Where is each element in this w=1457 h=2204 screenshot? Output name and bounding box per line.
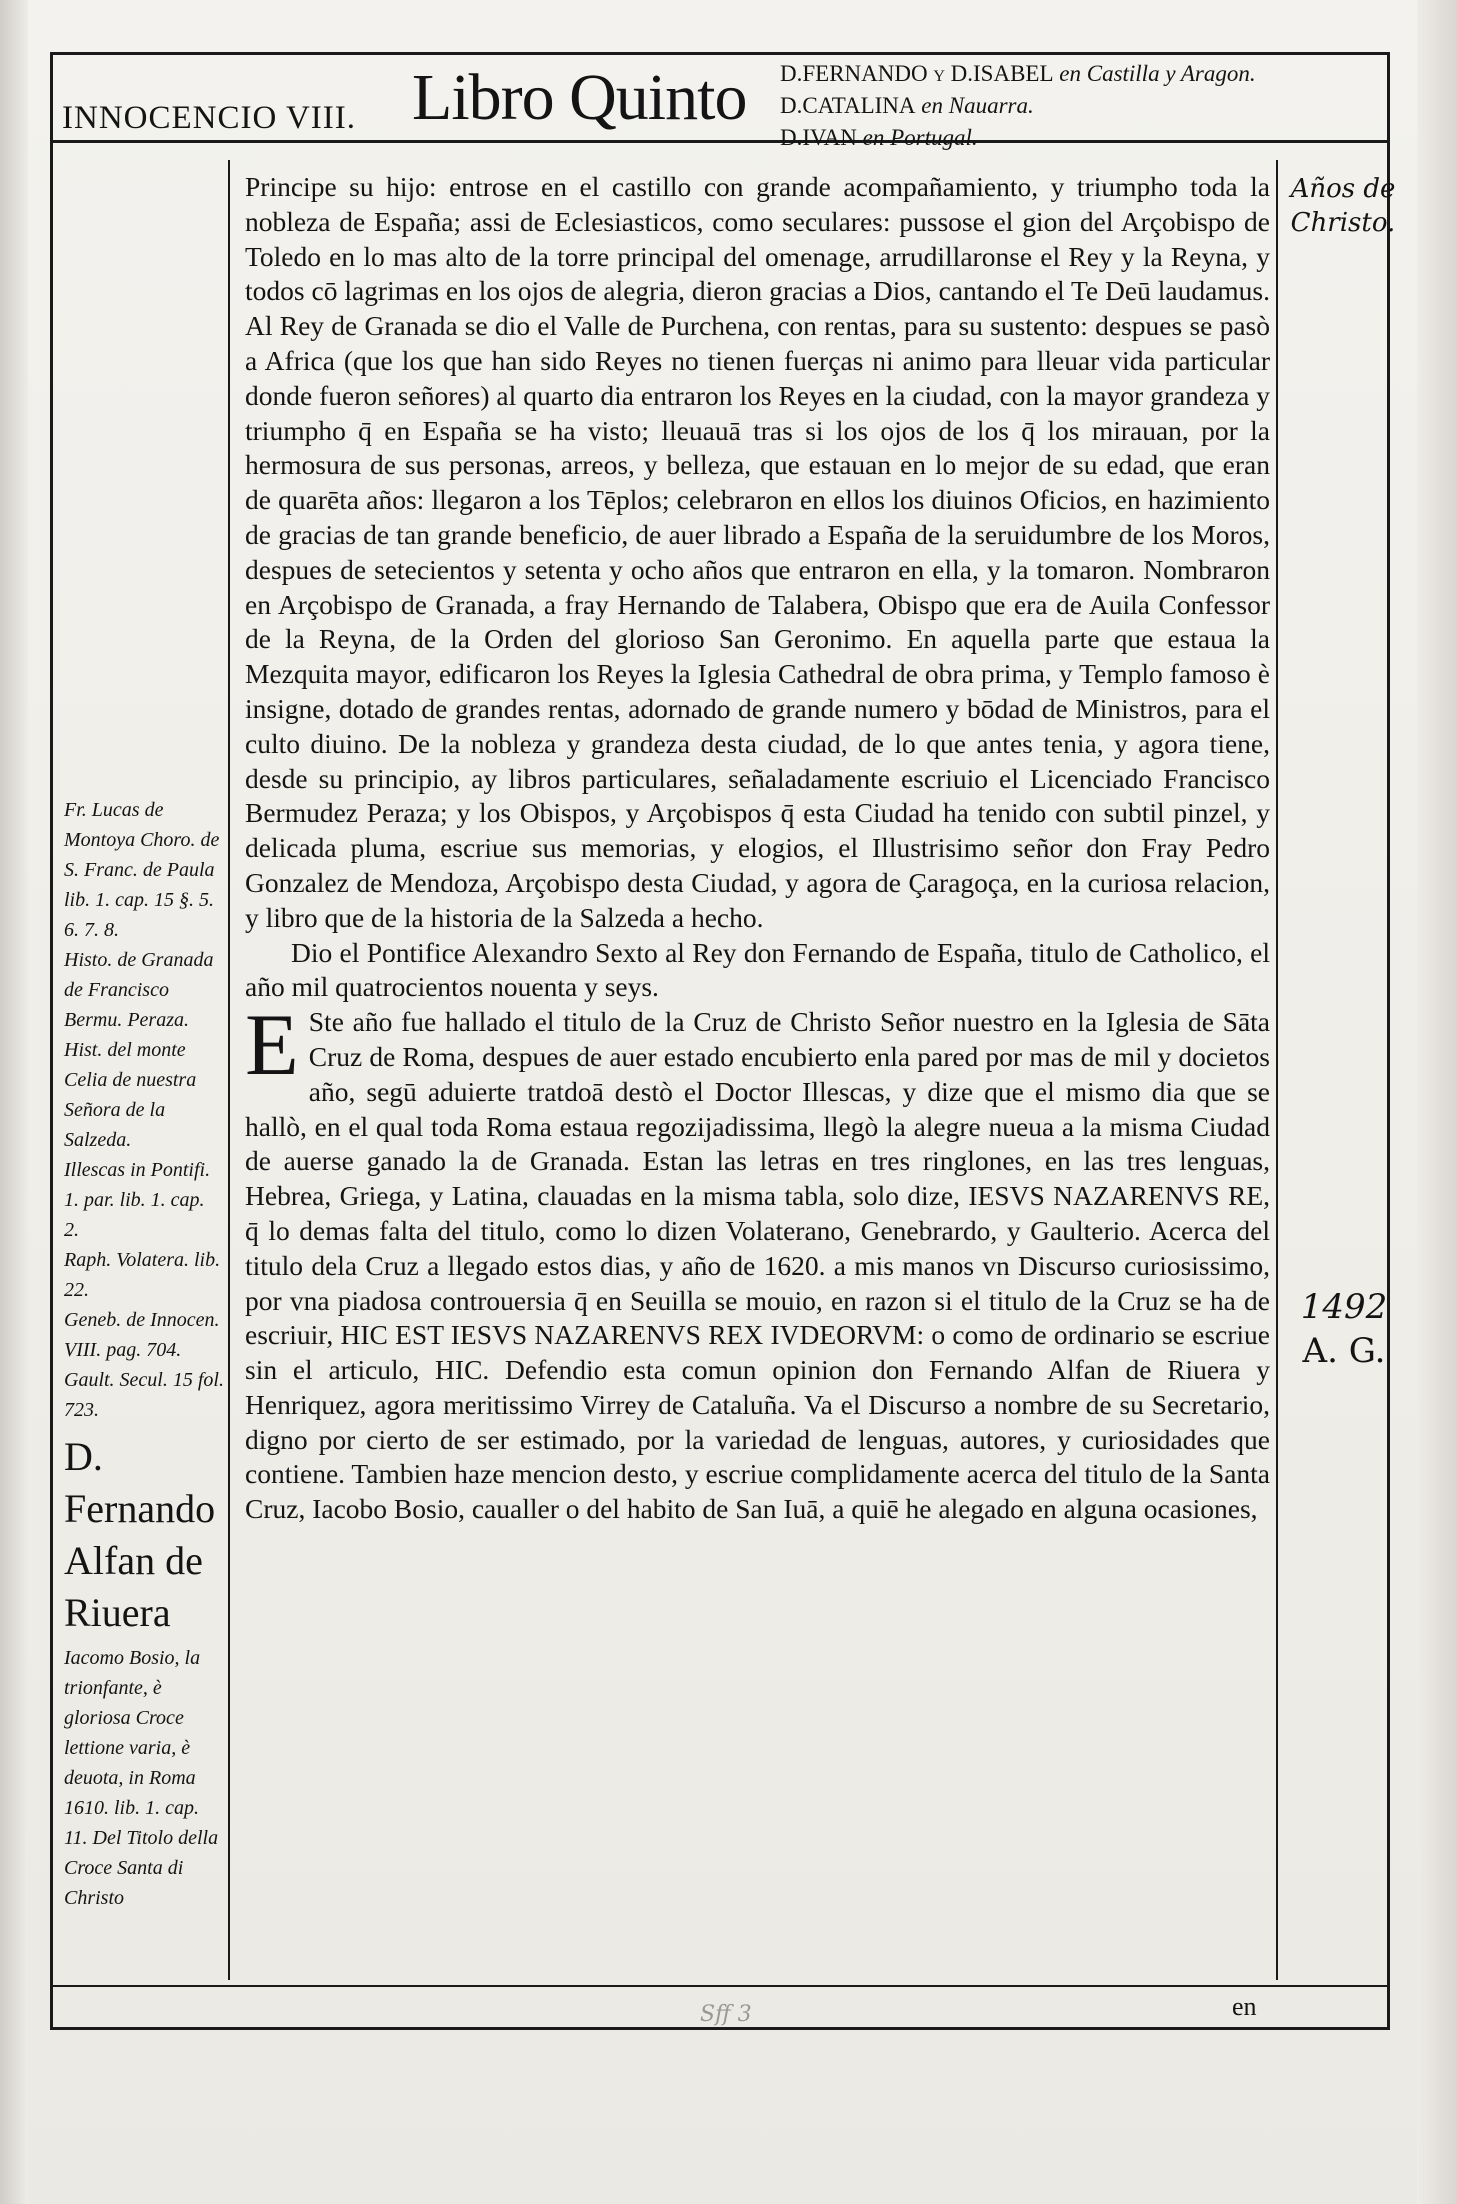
margin-note: Gault. Secul. 15 fol. 723. — [64, 1369, 224, 1421]
years-of-christ-heading: Años de Christo. — [1290, 174, 1396, 238]
year-number: 1492 — [1300, 1287, 1388, 1327]
running-head: INNOCENCIO VIII. — [62, 100, 357, 136]
page-gutter-shadow — [0, 0, 28, 2204]
monarch-line: D.CATALINA en Nauarra. — [780, 93, 1034, 118]
year-marker — [1284, 1285, 1404, 1373]
margin-note: Geneb. de Innocen. VIII. pag. 704. — [64, 1309, 220, 1361]
drop-cap: E — [245, 997, 299, 1095]
margin-note: Raph. Volatera. lib. 22. — [64, 1249, 221, 1301]
catchword: en — [1232, 1992, 1257, 2021]
year-era: A. G. — [1302, 1331, 1386, 1371]
signature-mark: Sff 3 — [700, 2002, 752, 2027]
left-column-rule — [228, 160, 230, 1980]
margin-note: Hist. del monte Celia de nuestra Señora de la Salzeda. — [64, 1039, 197, 1151]
book-title: Libro Quinto — [412, 61, 747, 134]
paragraph-catholic-title: Dio el Pontifice Alexandro Sexto al Rey don Fernando de España, titulo de Catholico, el año mil quatrocientos nouenta y seys. — [245, 936, 1270, 1003]
marginal-references — [64, 795, 224, 1913]
right-column-rule — [1276, 160, 1278, 1980]
margin-heading-person: D. Fernando Alfan de Riuera — [64, 1434, 216, 1635]
main-text-column — [245, 170, 1270, 1527]
page-edge-shadow — [1417, 0, 1457, 2204]
monarch-line: D.FERNANDO y D.ISABEL en Castilla y Aragon. — [780, 61, 1256, 86]
margin-note: Fr. Lucas de Montoya Choro. de S. Franc. de Paula lib. 1. cap. 15 §. 5. 6. 7. 8. — [64, 799, 220, 941]
paragraph-title-of-cross: E Ste año fue hallado el titulo de la Cruz de Christo Señor nuestro en la Iglesia de Sāta Cruz de Roma, despues de auer estado encubierto enla pared por mas de mil y docietos año, segū aduierte tratdoā destò el Doctor Illescas, y dize que el mismo dia que se hallò, en el qual toda Roma estaua regozijadissima, llegò la alegre nueua a la misma Ciudad de auerse ganado la de Granada. Estan las letras en tres ringlones, en las tres lenguas, Hebrea, Griega, y Latina, clauadas en la misma tabla, solo dize, IESVS NAZARENVS RE, q̄ lo demas falta del titulo, como lo dizen Volaterano, Genebrardo, y Gaulterio. Acerca del titulo dela Cruz a llegado estos dias, y año de 1620. a mis manos vn Discurso curiosissimo, por vna piadosa controuersia q̄ en Seuilla se mouio, en razon si el titulo de la Cruz se ha de escriuir, HIC EST IESVS NAZARENVS REX IVDEORVM: o como de ordinario se escriue sin el articulo, HIC. Defendio esta comun opinion don Fernando Alfan de Riuera y Henriquez, agora meritissimo Virrey de Cataluña. Va el Discurso a nombre de su Secretario, digno por cierto de ser estimado, por la variedad de lenguas, autores, y curiosidades que contiene. Tambien haze mencion desto, y escriue complidamente acerca del titulo de la Santa Cruz, Iacobo Bosio, caualler o del habito de San Iuā, a quiē he alegado en alguna ocasiones, — [245, 997, 1270, 1525]
margin-note: Histo. de Granada de Francisco Bermu. Peraza. — [64, 949, 214, 1031]
reigning-monarchs — [780, 58, 1380, 154]
margin-note: Iacomo Bosio, la trionfante, è gloriosa Croce lettione varia, è deuota, in Roma 1610. lib. 1. cap. 11. Del Titolo della Croce Santa di Christo — [64, 1647, 219, 1909]
footer-rule — [50, 1985, 1390, 1987]
paragraph-granada-entry: Principe su hijo: entrose en el castillo con grande acompañamiento, y triumpho toda la nobleza de España; assi de Eclesiasticos, como seculares: pussose el gion del Arçobispo de Toledo en lo mas alto de la torre principal del omenage, arrudillaronse el Rey y la Reyna, y todos cō lagrimas en los ojos de alegria, dieron gracias a Dios, cantando el Te Deū laudamus. Al Rey de Granada se dio el Valle de Purchena, con rentas, para su sustento: despues se pasò a Africa (que los que han sido Reyes no tienen fuerças ni animo para lleuar vida particular donde fueron señores) al quarto dia entraron los Reyes en la ciudad, con la mayor grandeza y triumpho q̄ en España se ha visto; lleuauā tras si los ojos de los q̄ los mirauan, por la hermosura de sus personas, arreos, y belleza, que estauan en lo mejor de su edad, que eran de quarēta años: llegaron a los Tēplos; celebraron en ellos los diuinos Oficios, en hazimiento de gracias de tan grande beneficio, de auer librado a España de la seruidumbre de los Moros, despues de setecientos y setenta y ocho años que entraron en ella, y la tomaron. Nombraron en Arçobispo de Granada, a fray Hernando de Talabera, Obispo que era de Auila Confessor de la Reyna, de la Orden del glorioso San Geronimo. En aquella parte que estaua la Mezquita mayor, edificaron los Reyes la Iglesia Cathedral de obra prima, y Templo famoso è insigne, dotado de grandes rentas, adornado de grande numero y bōdad de Ministros, para el culto diuino. De la nobleza y grandeza desta ciudad, de lo que antes tenia, y agora tiene, desde su principio, ay libros particulares, señaladamente escriuio el Licenciado Francisco Bermudez Peraza; y los Obispos, y Arçobispos q̄ esta Ciudad ha tenido con subtil pinzel, y delicada pluma, escriue sus memorias, y elogios, el Illustrisimo señor don Fray Pedro Gonzalez de Mendoza, Arçobispo desta Ciudad, y agora de Çaragoça, en la curiosa relacion, y libro que de la historia de la Salzeda a hecho. — [245, 171, 1270, 933]
margin-note: Illescas in Pontifi. 1. par. lib. 1. cap. 2. — [64, 1159, 211, 1241]
monarch-line: D.IVAN en Portugal. — [780, 125, 978, 150]
